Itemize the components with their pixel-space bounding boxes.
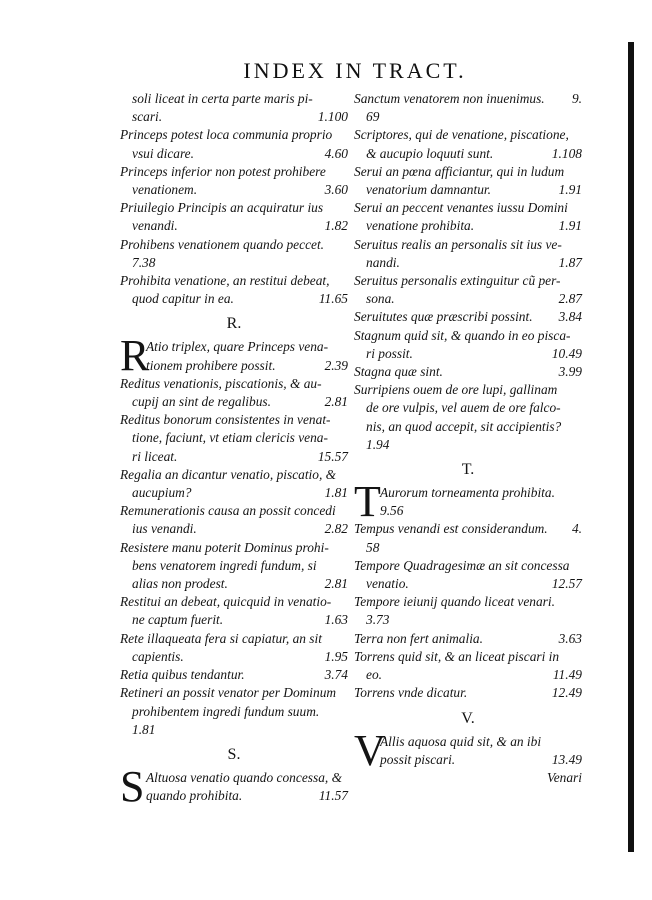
- index-line-text: Rete illaqueata fera si capiatur, an sit: [120, 630, 322, 646]
- index-line-text: Serui an pœna afficiantur, qui in ludum: [354, 163, 565, 179]
- index-line-number: 13.49: [551, 751, 582, 767]
- index-line: [354, 181, 582, 199]
- index-line-number: 3.84: [558, 309, 582, 325]
- index-line-text: aucupium?: [132, 485, 192, 501]
- index-line-text: bens venatorem ingredi fundum, si: [132, 557, 317, 573]
- index-line: [146, 787, 348, 805]
- index-line-number: 11.65: [318, 291, 348, 307]
- index-line-text: ius venandi.: [132, 521, 197, 537]
- index-line: [120, 666, 348, 684]
- index-line-number: 4.: [571, 521, 582, 537]
- index-line-text: 7.38: [132, 254, 156, 270]
- index-line-text: vsui dicare.: [132, 145, 194, 161]
- index-line: [354, 327, 582, 345]
- index-line: [120, 484, 348, 502]
- index-line: [120, 593, 348, 611]
- left-continued-entries: [120, 90, 348, 308]
- index-line-text: 69: [366, 109, 380, 125]
- index-line: [354, 539, 582, 557]
- index-line: [354, 399, 582, 417]
- index-line-number: 2.82: [324, 521, 348, 537]
- index-line-number: 9.: [571, 91, 582, 106]
- t-first-entry: [354, 477, 582, 527]
- index-line-text: Allis aquosa quid sit, & an ibi: [380, 733, 542, 749]
- index-line-number: 3.74: [324, 667, 348, 683]
- index-line-text: Stagnum quid sit, & quando in eo pisca-: [354, 327, 571, 343]
- index-line: [120, 375, 348, 393]
- index-line-text: Tempore ieiunij quando liceat venari.: [354, 594, 555, 610]
- right-continued-entries: [354, 90, 582, 454]
- index-line-text: ne captum fuerit.: [132, 612, 224, 628]
- index-line-number: 12.57: [551, 576, 582, 592]
- index-line-number: 1.87: [558, 254, 582, 270]
- index-line-number: 15.57: [317, 448, 348, 464]
- index-line: [120, 163, 348, 181]
- index-line-text: soli liceat in certa parte maris pi-: [132, 91, 313, 106]
- index-line: [354, 418, 582, 436]
- index-line: [380, 733, 582, 751]
- index-line: [354, 345, 582, 363]
- index-line-text: Torrens vnde dicatur.: [354, 685, 468, 701]
- index-line-number: 1.91: [558, 182, 582, 198]
- index-line-text: tionem prohibere possit.: [146, 357, 276, 373]
- index-line-text: capientis.: [132, 648, 184, 664]
- index-line-text: 9.56: [380, 503, 404, 519]
- index-line: [354, 272, 582, 290]
- index-line: [120, 254, 348, 272]
- index-line-number: 2.39: [324, 357, 348, 373]
- index-line: [354, 290, 582, 308]
- index-line-number: 3.63: [558, 630, 582, 646]
- dropcap-t: T: [354, 477, 381, 527]
- index-line-text: Remunerationis causa an possit concedi: [120, 503, 336, 519]
- index-line: [354, 363, 582, 381]
- index-line-text: Aurorum torneamenta prohibita.: [380, 485, 555, 501]
- index-line: [380, 502, 582, 520]
- index-line: [120, 272, 348, 290]
- index-line: [354, 666, 582, 684]
- index-line: [354, 108, 582, 126]
- index-line-text: Surripiens ouem de ore lupi, gallinam: [354, 382, 558, 398]
- index-line-text: venatione prohibita.: [366, 218, 475, 234]
- index-line-text: Reditus venationis, piscationis, & au-: [120, 375, 322, 391]
- catchword: Venari: [547, 769, 582, 785]
- index-line-number: 1.81: [324, 485, 348, 501]
- index-line: [354, 126, 582, 144]
- index-line-text: Tempus venandi est considerandum.: [354, 521, 548, 537]
- index-line: [354, 593, 582, 611]
- index-line: [120, 108, 348, 126]
- index-line-text: Stagna quæ sint.: [354, 364, 443, 380]
- index-line-text: Resistere manu poterit Dominus prohi-: [120, 539, 329, 555]
- index-line: [120, 393, 348, 411]
- index-line-text: Princeps potest loca communia proprio: [120, 127, 333, 143]
- index-line: [120, 684, 348, 702]
- index-line-text: Altuosa venatio quando concessa, &: [146, 769, 342, 785]
- index-line: [120, 126, 348, 144]
- index-line-text: venationem.: [132, 182, 198, 198]
- index-line-number: 2.87: [558, 291, 582, 307]
- index-line: [120, 575, 348, 593]
- index-line-text: 1.81: [132, 721, 156, 737]
- index-line-text: scari.: [132, 109, 163, 125]
- index-line: [354, 254, 582, 272]
- v-first-entry: [354, 725, 582, 775]
- index-line-number: 1.82: [324, 218, 348, 234]
- index-line-text: Princeps inferior non potest prohibere: [120, 163, 326, 179]
- index-line: [120, 611, 348, 629]
- index-line-text: 1.94: [366, 436, 390, 452]
- index-line: [354, 381, 582, 399]
- index-line-text: eo.: [366, 667, 382, 683]
- dropcap-v: V: [354, 725, 386, 775]
- index-line-text: Seruitutes quæ præscribi possint.: [354, 309, 533, 325]
- index-line: [120, 181, 348, 199]
- index-line-text: venatio.: [366, 576, 409, 592]
- index-line: [120, 466, 348, 484]
- index-line-text: Restitui an debeat, quicquid in venatio-: [120, 594, 332, 610]
- left-column: [120, 90, 348, 811]
- index-line: [354, 308, 582, 326]
- index-line: [354, 90, 582, 108]
- index-line-text: Prohibita venatione, an restitui debeat,: [120, 273, 330, 289]
- index-line-text: Prohibens venationem quando peccet.: [120, 236, 325, 252]
- dropcap-s: S: [120, 761, 145, 811]
- index-line-number: 1.63: [324, 612, 348, 628]
- index-line-text: alias non prodest.: [132, 576, 228, 592]
- index-line-text: tione, faciunt, vt etiam clericis vena-: [132, 430, 328, 446]
- index-line-text: Serui an peccent venantes iussu Domini: [354, 200, 568, 216]
- index-line-number: 1.95: [324, 648, 348, 664]
- s-first-entry: [120, 761, 348, 811]
- index-line: [380, 484, 582, 502]
- section-letter-v: V.: [461, 709, 475, 727]
- dropcap-r: R: [120, 331, 150, 381]
- index-line: [120, 90, 348, 108]
- index-line: [120, 411, 348, 429]
- index-line-text: ri liceat.: [132, 448, 178, 464]
- index-line-number: 2.81: [324, 394, 348, 410]
- index-line-text: nis, an quod accepit, sit accipientis?: [366, 418, 562, 434]
- right-column: [354, 90, 582, 787]
- section-letter-t: T.: [461, 461, 475, 479]
- index-line-text: possit piscari.: [380, 751, 456, 767]
- index-line: [120, 630, 348, 648]
- index-line: [380, 751, 582, 769]
- index-line: [354, 145, 582, 163]
- index-line-number: 1.91: [558, 218, 582, 234]
- index-line-text: Priuilegio Principis an acquiratur ius: [120, 200, 324, 216]
- index-line: [120, 502, 348, 520]
- page-header: INDEX IN TRACT.: [243, 58, 467, 83]
- index-line: [146, 769, 348, 787]
- index-line-text: quod capitur in ea.: [132, 291, 234, 307]
- index-line: [354, 163, 582, 181]
- index-line-number: 11.49: [552, 667, 582, 683]
- index-line-number: 3.60: [324, 182, 348, 198]
- index-line: [120, 539, 348, 557]
- index-line-number: 1.108: [551, 145, 582, 161]
- index-line-text: venatorium damnantur.: [366, 182, 491, 198]
- index-line: [120, 217, 348, 235]
- index-line-text: venandi.: [132, 218, 178, 234]
- index-line-text: Sanctum venatorem non inuenimus.: [354, 91, 545, 106]
- index-line: [354, 199, 582, 217]
- index-line: [120, 236, 348, 254]
- index-line-text: cupij an sint de regalibus.: [132, 394, 271, 410]
- index-line-number: 10.49: [551, 345, 582, 361]
- index-line: [354, 648, 582, 666]
- index-line: [354, 217, 582, 235]
- index-line: [120, 557, 348, 575]
- index-line-text: Reditus bonorum consistentes in venat-: [120, 412, 331, 428]
- index-line: [120, 703, 348, 721]
- index-line-text: Seruitus personalis extinguitur cũ per-: [354, 273, 561, 289]
- index-line-number: 11.57: [318, 788, 348, 804]
- index-line-text: Tempore Quadragesimæ an sit concessa: [354, 557, 570, 573]
- index-line-text: Seruitus realis an personalis sit ius ve-: [354, 236, 562, 252]
- index-line: [354, 575, 582, 593]
- index-line-number: 12.49: [551, 685, 582, 701]
- index-line-text: 3.73: [366, 612, 390, 628]
- index-line: [146, 338, 348, 356]
- index-line-text: Regalia an dicantur venatio, piscatio, &: [120, 466, 337, 482]
- index-line: [354, 684, 582, 702]
- r-first-entry: [120, 331, 348, 381]
- index-line-text: 58: [366, 539, 380, 555]
- index-line: [120, 429, 348, 447]
- index-line-text: nandi.: [366, 254, 400, 270]
- index-line-number: 1.100: [317, 109, 348, 125]
- index-line-text: Atio triplex, quare Princeps vena-: [146, 339, 329, 355]
- index-line-text: Retia quibus tendantur.: [120, 667, 245, 683]
- index-line: [120, 520, 348, 538]
- section-letter-s: S.: [227, 745, 241, 763]
- index-line: [120, 448, 348, 466]
- index-line-text: ri possit.: [366, 345, 413, 361]
- index-line: [120, 290, 348, 308]
- index-line: [120, 145, 348, 163]
- page-edge-rule: [628, 42, 634, 852]
- index-line: [354, 557, 582, 575]
- r-entries: [120, 375, 348, 739]
- index-line: [120, 721, 348, 739]
- index-line: [120, 199, 348, 217]
- index-line-text: Terra non fert animalia.: [354, 630, 483, 646]
- index-line-text: de ore vulpis, vel auem de ore falco-: [366, 400, 561, 416]
- section-letter-r: R.: [226, 315, 242, 333]
- index-line: [354, 611, 582, 629]
- index-line-text: Retineri an possit venator per Dominum: [120, 685, 337, 701]
- index-line: [354, 236, 582, 254]
- index-line-number: 2.81: [324, 576, 348, 592]
- index-line: [120, 648, 348, 666]
- index-line-text: Torrens quid sit, & an liceat piscari in: [354, 648, 560, 664]
- index-line: [354, 630, 582, 648]
- index-line: [354, 436, 582, 454]
- index-line-text: prohibentem ingredi fundum suum.: [132, 703, 320, 719]
- index-line: [146, 357, 348, 375]
- index-line-text: sona.: [366, 291, 395, 307]
- index-line-text: Scriptores, qui de venatione, piscatione,: [354, 127, 569, 143]
- index-line-number: 3.99: [558, 364, 582, 380]
- index-line-number: 4.60: [324, 145, 348, 161]
- t-entries: [354, 520, 582, 702]
- index-line-text: & aucupio loquuti sunt.: [366, 145, 494, 161]
- index-line: [354, 520, 582, 538]
- index-line-text: quando prohibita.: [146, 788, 243, 804]
